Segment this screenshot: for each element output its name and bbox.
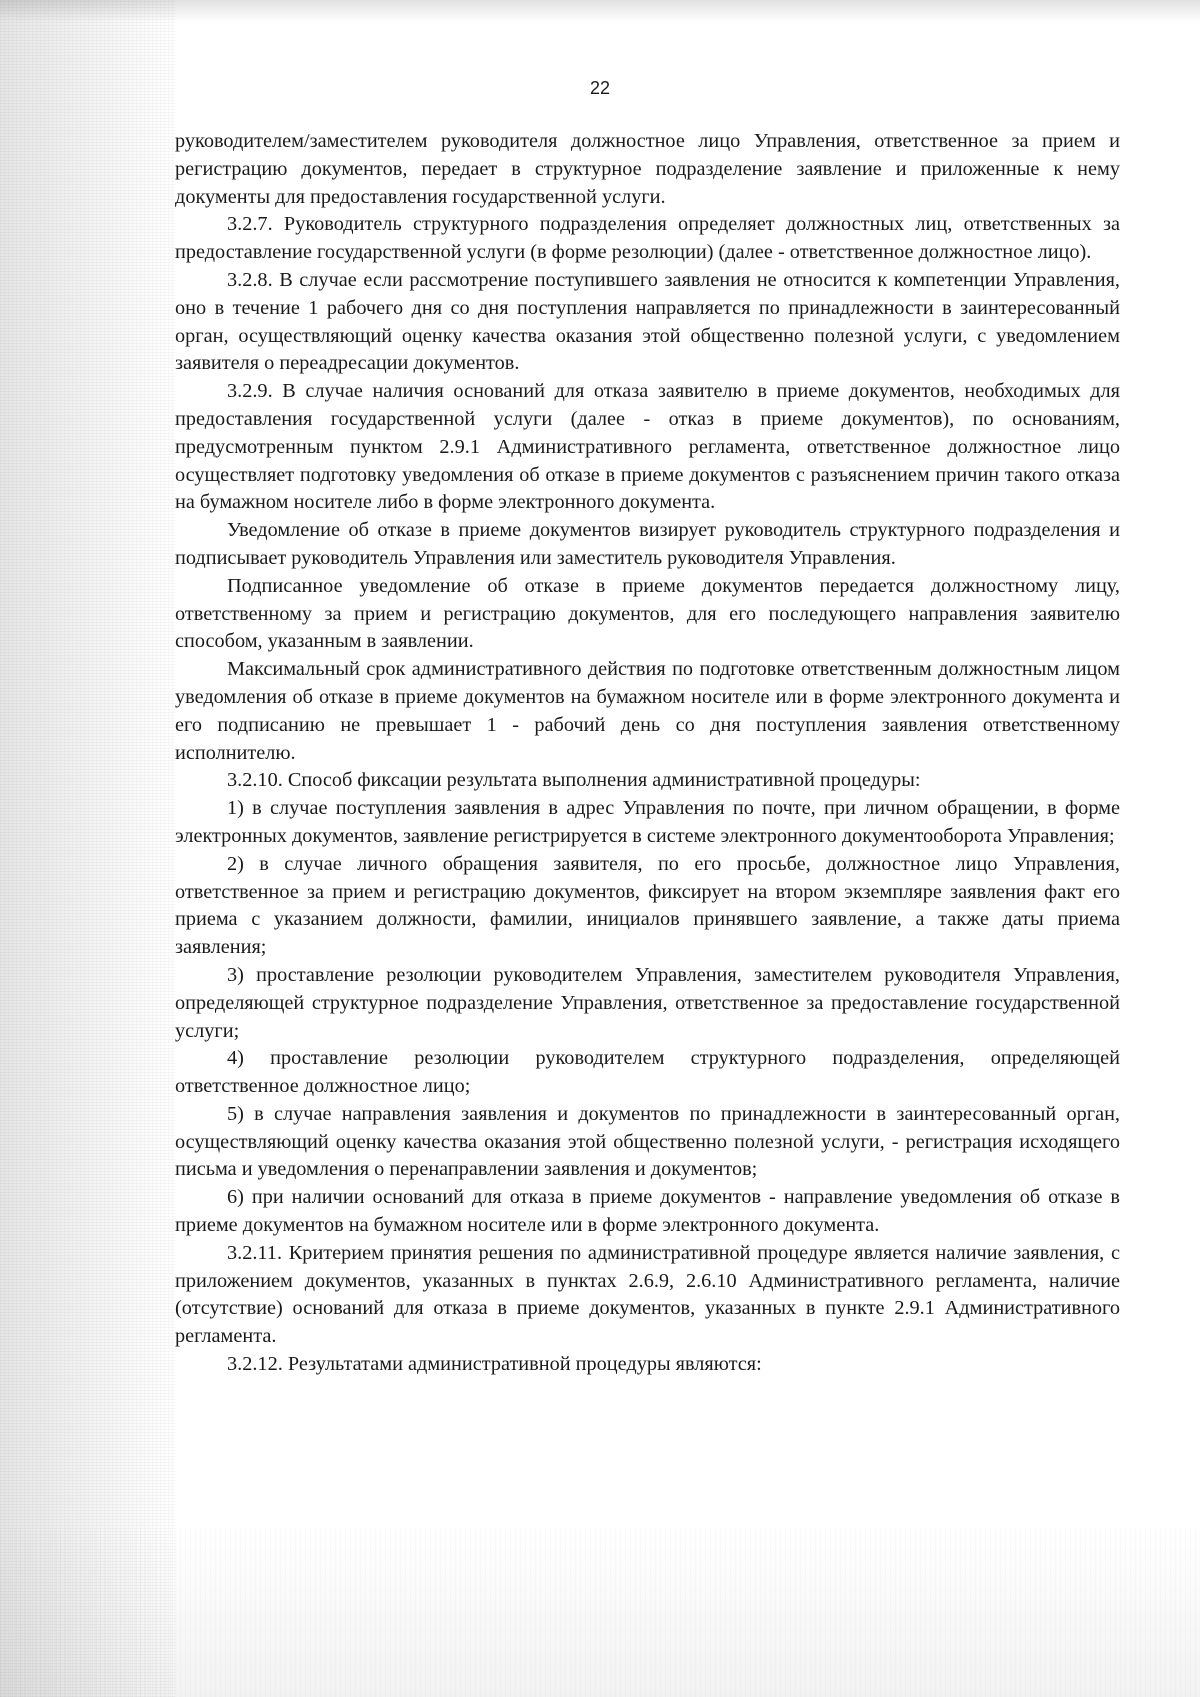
paragraph-notice-endorsement: Уведомление об отказе в приеме документов визирует руководитель структурного подразделения и подписывает руководитель Управления или заместитель руководителя Управления.: [175, 519, 1120, 569]
paragraph-3-2-9: 3.2.9. В случае наличия оснований для отказа заявителю в приеме документов, необходимых для предоставления государственной услуги (далее - отказ в приеме документов), по основаниям, предусмотренным пунктом 2.9.1 Административного регламента, ответственное должностное лицо осуществляет подготовку уведомления об отказе в приеме документов с разъяснением причин такого отказа на бумажном носителе либо в форме электронного документа.: [175, 380, 1120, 514]
page-number: 22: [589, 78, 611, 98]
document-body: [175, 128, 1120, 1379]
scan-shadow-top: [0, 0, 1200, 22]
list-item-2: 2) в случае личного обращения заявителя, по его просьбе, должностное лицо Управления, ответственное за прием и регистрацию документов, фиксирует на втором экземпляре заявления факт его приема с указанием должности, фамилии, инициалов принявшего заявление, а также даты приема заявления;: [175, 852, 1120, 959]
list-item-4: 4) проставление резолюции руководителем структурного подразделения, определяющей ответственное должностное лицо;: [175, 1047, 1120, 1098]
paragraph-3-2-7: 3.2.7. Руководитель структурного подразделения определяет должностных лиц, ответственных за предоставление государственной услуги (в форме резолюции) (далее - ответственное должностное лицо).: [175, 213, 1120, 264]
paragraph-3-2-10: 3.2.10. Способ фиксации результата выполнения административной процедуры:: [227, 769, 921, 792]
paragraph-3-2-12: 3.2.12. Результатами административной процедуры являются:: [227, 1353, 762, 1376]
paragraph-max-term: Максимальный срок административного действия по подготовке ответственным должностным лицом уведомления об отказе в приеме документов на бумажном носителе или в форме электронного документа и его подписанию не превышает 1 - рабочий день со дня поступления заявления ответственному исполнителю.: [175, 658, 1120, 764]
scan-shadow-bottom: [0, 1527, 1200, 1697]
paragraph-3-2-8: 3.2.8. В случае если рассмотрение поступившего заявления не относится к компетенции Управления, оно в течение 1 рабочего дня со дня поступления направляется по принадлежности в заинтересованный орган, осуществляющий оценку качества оказания этой общественно полезной услуги, с уведомлением заявителя о переадресации документов.: [175, 268, 1120, 375]
paragraph-notice-transfer: Подписанное уведомление об отказе в приеме документов передается должностному лицу, ответственному за прием и регистрацию документов, для его последующего направления заявителю способом, указанным в заявлении.: [175, 574, 1120, 653]
paragraph-continuation: руководителем/заместителем руководителя должностное лицо Управления, ответственное за прием и регистрацию документов, передает в структурное подразделение заявление и приложенные к нему документы для предоставления государственной услуги.: [175, 130, 1120, 208]
list-item-5: 5) в случае направления заявления и документов по принадлежности в заинтересованный орган, осуществляющий оценку качества оказания этой общественно полезной услуги, - регистрация исходящего письма и уведомления о перенаправлении заявления и документов;: [175, 1102, 1120, 1181]
list-item-1: 1) в случае поступления заявления в адрес Управления по почте, при личном обращении, в форме электронных документов, заявление регистрируется в системе электронного документооборота Управления;: [175, 797, 1120, 847]
list-item-6: 6) при наличии оснований для отказа в приеме документов - направление уведомления об отказе в приеме документов на бумажном носителе или в форме электронного документа.: [175, 1186, 1120, 1237]
scan-shadow-left: [0, 0, 175, 1697]
list-item-3: 3) проставление резолюции руководителем Управления, заместителем руководителя Управления, определяющей структурное подразделение Управления, ответственное за предоставление государственной услуги;: [175, 963, 1120, 1042]
paragraph-3-2-11: 3.2.11. Критерием принятия решения по административной процедуре является наличие заявления, с приложением документов, указанных в пунктах 2.6.9, 2.6.10 Административного регламента, наличие (отсутствие) оснований для отказа в приеме документов, указанных в пункте 2.9.1 Административного регламента.: [175, 1241, 1120, 1348]
